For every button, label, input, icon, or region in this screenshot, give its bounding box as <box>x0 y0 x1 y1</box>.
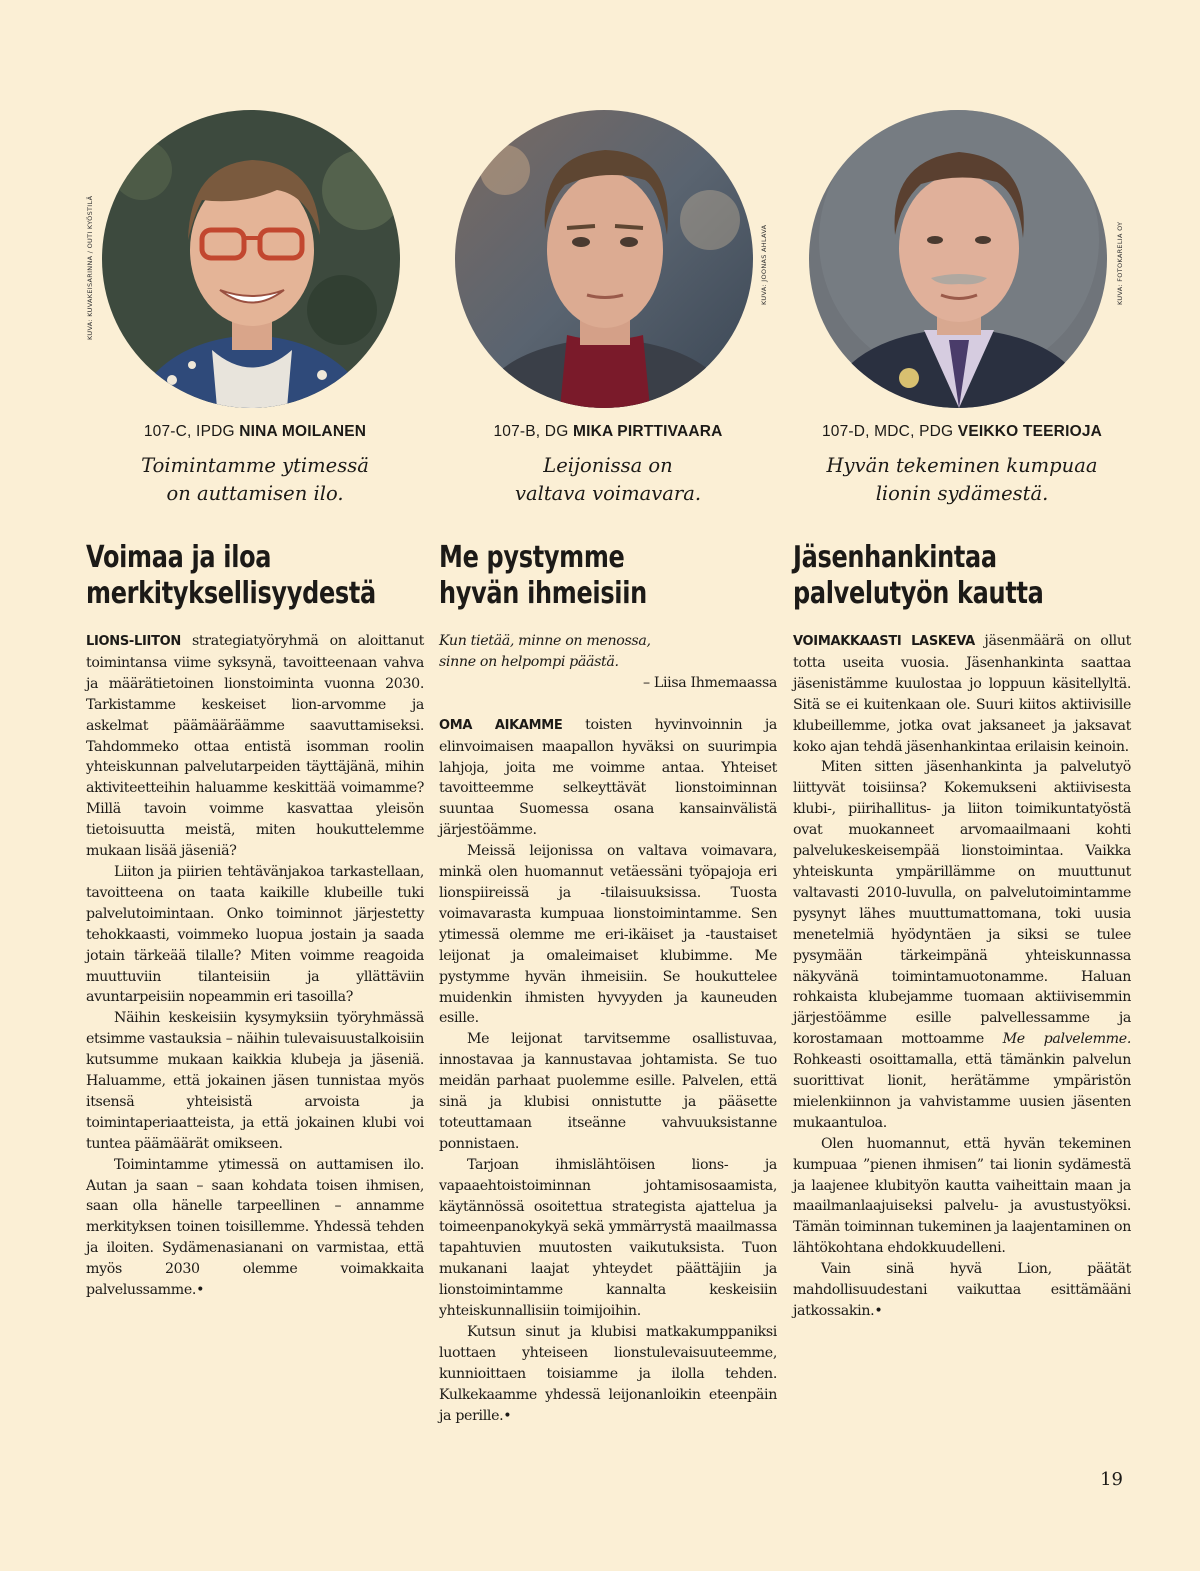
author-name: MIKA PIRTTIVAARA <box>572 423 723 440</box>
portrait-photo <box>455 110 753 408</box>
portrait-woman-glasses <box>102 110 400 408</box>
portrait-photo <box>102 110 400 408</box>
end-mark: • <box>196 1282 205 1299</box>
author-role <box>56 423 454 441</box>
end-mark: • <box>874 1303 883 1319</box>
paragraph: Meissä leijonissa on valtava voimavara, minkä olen huomannut vetäessäni työpajoja eri lionspiireissä ja -tilaisuuksissa. Tuosta voimavarasta kumpuaa lionstoimintamme. Sen ytimessä olemme me eri-ikäiset ja -taustaiset leijonat ja omaleimaiset klubimme. Me pystymme hyvän ihmeisiin. Se houkuttelee muidenkin ihmisten hyvyyden ja kauneuden esille. <box>439 843 777 1027</box>
photo-credit: KUVA: FOTOKARELIA OY <box>1116 221 1124 305</box>
pull-quote: Hyvän tekeminen kumpuaa lionin sydämestä. <box>826 454 1098 505</box>
page-number: 19 <box>1100 1469 1123 1490</box>
paragraph: OMA AIKAMME toisten hyvinvoinnin ja elinvoimaisen maapallon hyväksi on suurimpia lahjoja, joita me voimme antaa. Yhteiset tavoitteemme selkeyttävät lionstoiminnan suuntaa Suomessa osana kansainvälistä järjestöämme. <box>439 716 778 839</box>
paragraph: Näihin keskeisiin kysymyksiin työryhmässä etsimme vastauksia – näihin tulevaisuustalkoisiin kutsumme mukaan kaikkia klubeja ja jäseniä. Haluamme, että jokainen jäsen tunnistaa myös itsensä yhteisistä arvoista ja toimintaperiaatteista, ja että jokainen klubi voi tuntea päämäärät omikseen. <box>86 1010 424 1152</box>
photo-credit: KUVA: JOONAS AHLAVA <box>760 224 768 305</box>
paragraph: Kutsun sinut ja klubisi matkakumppaniksi luottaen yhteiseen lionstulevaisuuteemme, kunnioittaen toisiamme ja ilolla tehden. Kulkekaamme yhdessä leijonanloikin eteenpäin ja perille.• <box>439 1324 777 1424</box>
role-prefix: 107-D, MDC, PDG <box>821 423 958 440</box>
end-mark: • <box>503 1407 512 1424</box>
lead-in: OMA AIKAMME <box>439 717 563 733</box>
photo-credit: KUVA: KUVAKEISARINNA / OUTI KYÖSTILÄ <box>86 195 94 340</box>
article-title: Voimaa ja iloa merkityksellisyydestä <box>86 540 376 611</box>
paragraph: LIONS-LIITON strategiatyöryhmä on aloittanut toimintansa viime syksynä, tavoitteenaan vahva ja määrätietoinen lionstoiminta vuonna 2030. Tarkistamme keskeiset lion-arvomme ja askelmat päämääräämme saavuttamiseksi. Tahdommeko ottaa entistä isomman roolin yhteiskunnan palvelutarpeiden täyttäjänä, mihin aktiviteetteihin haluamme keskittää voimamme? Millä tavoin voimme kasvattaa yleisön tietoisuutta meistä, miten houkuttelemme mukaan lisää jäseniä? <box>86 633 424 860</box>
author-name: NINA MOILANEN <box>239 423 367 440</box>
epigraph-author: – Liisa Ihmemaassa <box>642 674 777 691</box>
pull-quote: Leijonissa on valtava voimavara. <box>514 454 702 505</box>
author-name: VEIKKO TEERIOJA <box>957 423 1103 440</box>
article-body <box>793 631 1131 1322</box>
portrait-man-turtleneck <box>455 110 753 408</box>
lead-in: VOIMAKKAASTI LASKEVA <box>793 634 975 649</box>
paragraph: VOIMAKKAASTI LASKEVA jäsenmäärä on ollut totta useita vuosia. Jäsenhankinta saattaa jäsenistämme kuulostaa jo loppuun käsitellyltä. Sitä se ei kuitenkaan ole. Suuri kiitos aktiivisille klubeillemme, jotka ovat jaksaneet ja jaksavat koko ajan tehdä jäsenhankintaa erilaisin keinoin. <box>793 633 1131 755</box>
portrait-photo <box>809 110 1107 408</box>
article-body <box>86 631 424 1301</box>
paragraph: Me leijonat tarvitsemme osallistuvaa, innostavaa ja kannustavaa johtamista. Se tuo meidän parhaat puolemme esille. Palvelen, että sinä ja klubisi onnistutte ja pääsette toteuttamaan itseänne vahvuuksistanne ponnistaen. <box>439 1031 777 1152</box>
paragraph: Olen huomannut, että hyvän tekeminen kumpuaa ”pienen ihmisen” tai lionin sydämestä ja laajenee klubityön kautta vaiheittain maan ja maailmanlaajuiseksi palvelu- ja avustustyöksi. Tämän toiminnan tukeminen ja laajentaminen on lähtökohtana ehdokkuudelleni. <box>793 1135 1131 1257</box>
role-prefix: 107-B, DG <box>493 423 573 440</box>
article-body <box>439 631 777 1427</box>
portrait-man-suit <box>809 110 1107 408</box>
paragraph: Liiton ja piirien tehtävänjakoa tarkastellaan, tavoitteena on taata kaikille klubeille tuki palvelutoimintaan. Onko toiminnot järjestetty tehokkaasti, voimmeko luopua jostain ja saada jotain tärkeää tilalle? Miten voimme reagoida muuttuviin tilanteisiin ja yllättäviin avuntarpeisiin nopeammin eri tasoilla? <box>86 863 424 1006</box>
article-title: Jäsenhankintaa palvelutyön kautta <box>793 540 1044 611</box>
epigraph: Kun tietää, minne on menossa, sinne on helpompi päästä. <box>439 633 651 670</box>
pull-quote: Toimintamme ytimessä on auttamisen ilo. <box>141 454 369 505</box>
role-prefix: 107-C, IPDG <box>143 423 240 440</box>
author-role <box>763 423 1161 441</box>
lead-in: LIONS-LIITON <box>86 634 181 649</box>
paragraph: Vain sinä hyvä Lion, päätät mahdollisuudestani vaikuttaa esittämääni jatkossakin.• <box>793 1261 1131 1319</box>
motto: Me palvelemme. <box>1002 1031 1131 1048</box>
paragraph: Toimintamme ytimessä on auttamisen ilo. Autan ja saan – saan kohdata toisen ihmisen, saan olla hänelle tarpeellinen – annamme merkityksen toinen toisillemme. Yhdessä tehden ja iloiten. Sydämenasianani on varmistaa, että myös 2030 olemme voimakkaita palvelussamme.• <box>86 1156 424 1299</box>
author-role <box>409 423 807 441</box>
article-title: Me pystymme hyvän ihmeisiin <box>439 540 647 611</box>
paragraph: Miten sitten jäsenhankinta ja palvelutyö liittyvät toisiinsa? Kokemukseni aktiivisesta klubi-, piirihallitus- ja liiton toimikuntatyöstä ovat muokanneet arvomaailmaani kohti palvelukeskeisempää lionstoimintaa. Vaikka yhteiskunta ympärillämme on muuttunut valtavasti 2010-luvulla, on palvelutoimintamme pysynyt lähes muuttumattomana, toki uusia menetelmiä hyödyntäen ja siksi se tulee pysymään tärkeimpänä yhteiskunnassa näkyvänä toimintamuotonamme. Haluan rohkaista klubejamme tuomaan aktiivisemmin järjestöämme esille palvellessamme ja korostamaan mottoamme Me palvelemme. Rohkeasti osoittamalla, että tämänkin palvelun suorittivat lionit, herätämme ympäristön mielenkiinnon ja vahvistamme uusien jäsenten mukaantuloa. <box>793 759 1131 1131</box>
paragraph: Tarjoan ihmislähtöisen lions- ja vapaaehtoistoiminnan johtamisosaamista, käytännössä osoitettua strategista ajattelua ja toimeenpanokykyä sekä ymmärrystä maailmassa tapahtuvien muutosten vaikutuksista. Tuon mukanani laajat yhteydet päättäjiin ja lionstoimintamme kannalta keskeisiin yhteiskunnallisiin toimijoihin. <box>439 1156 777 1320</box>
